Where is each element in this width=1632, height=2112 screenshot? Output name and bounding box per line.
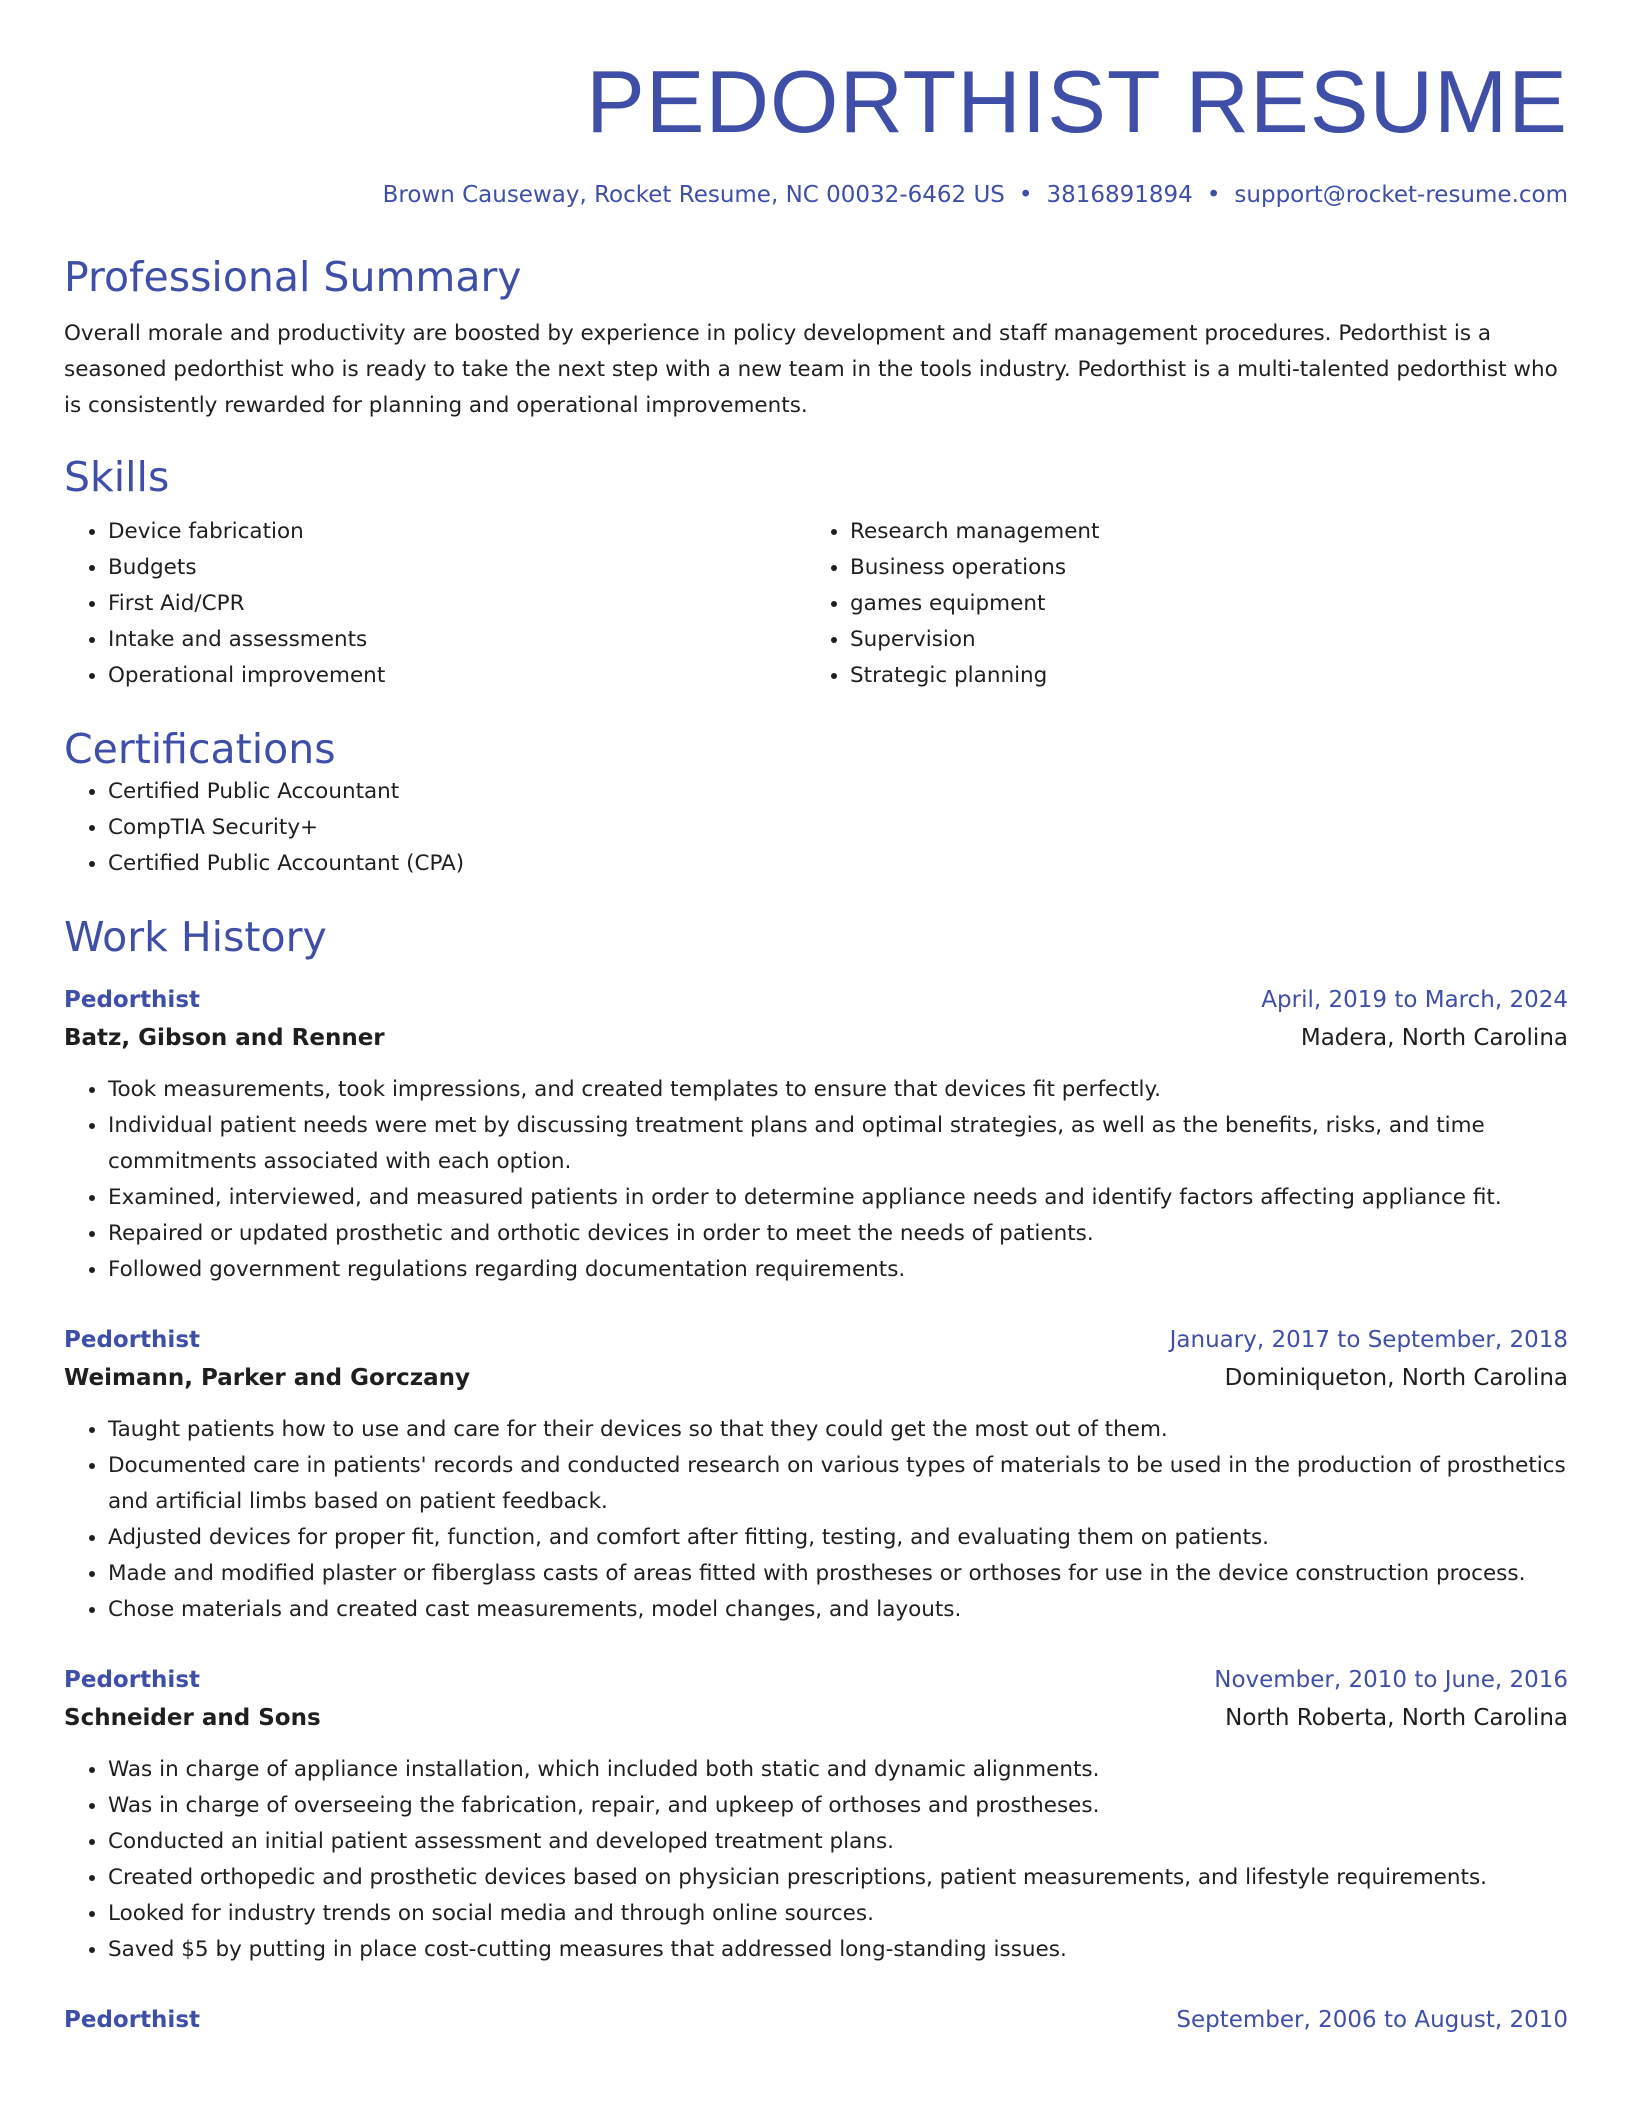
job-location: North Roberta, North Carolina <box>1225 1705 1568 1731</box>
skill-item: • Business operations <box>850 550 1548 586</box>
job-bullet: • Made and modified plaster or fiberglass casts of areas fitted with prostheses or orthoses for use in the device construction process. <box>108 1556 1568 1592</box>
skills-list-left <box>64 514 806 694</box>
work-history-heading: Work History <box>64 913 327 961</box>
job-title: Pedorthist <box>64 1327 201 1353</box>
resume-page <box>64 0 1568 2038</box>
job-company-row <box>64 1698 1568 1738</box>
skill-item: • First Aid/CPR <box>108 586 806 622</box>
skills-grid <box>64 514 1568 694</box>
contact-separator: • <box>1206 182 1221 208</box>
job-title: Pedorthist <box>64 1667 201 1693</box>
contact-line <box>64 180 1568 210</box>
job-bullet: • Conducted an initial patient assessment and developed treatment plans. <box>108 1824 1568 1860</box>
job-bullet: • Taught patients how to use and care for their devices so that they could get the most out of them. <box>108 1412 1568 1448</box>
job-bullet: • Individual patient needs were met by discussing treatment plans and optimal strategies, as well as the benefits, risks, and time commitments associated with each option. <box>108 1108 1568 1180</box>
certification-item: • CompTIA Security+ <box>108 810 1568 846</box>
job-title: Pedorthist <box>64 2007 201 2033</box>
contact-separator: • <box>1018 182 1033 208</box>
skills-column-right <box>806 514 1548 694</box>
skill-item: • Intake and assessments <box>108 622 806 658</box>
summary-text: Overall morale and productivity are boosted by experience in policy development and staff management procedures. Pedorthist is a seasoned pedorthist who is ready to take the next step with a new team in the tools industry. Pedorthist is a multi-talented pedorthist who is consistently rewarded for planning and operational improvements. <box>64 321 1558 418</box>
job-company: Weimann, Parker and Gorczany <box>64 1365 471 1391</box>
job-bullet: • Followed government regulations regarding documentation requirements. <box>108 1252 1568 1288</box>
job-header-row <box>64 982 1568 1018</box>
certification-item: • Certified Public Accountant <box>108 774 1568 810</box>
job-bullet: • Adjusted devices for proper fit, function, and comfort after fitting, testing, and evaluating them on patients. <box>108 1520 1568 1556</box>
job-bullet: • Repaired or updated prosthetic and orthotic devices in order to meet the needs of patients. <box>108 1216 1568 1252</box>
job-dates: April, 2019 to March, 2024 <box>1261 987 1568 1013</box>
job-company-row <box>64 1018 1568 1058</box>
job-entry <box>64 982 1568 1288</box>
skill-item: • Supervision <box>850 622 1548 658</box>
skill-item: • Operational improvement <box>108 658 806 694</box>
skills-list-right <box>806 514 1548 694</box>
contact-address: Brown Causeway, Rocket Resume, NC 00032-6462 US <box>382 182 1005 208</box>
job-bullet: • Created orthopedic and prosthetic devices based on physician prescriptions, patient measurements, and lifestyle requirements. <box>108 1860 1568 1896</box>
skill-item: • games equipment <box>850 586 1548 622</box>
job-bullets <box>64 1072 1568 1288</box>
job-company: Schneider and Sons <box>64 1705 321 1731</box>
job-location: Dominiqueton, North Carolina <box>1224 1365 1568 1391</box>
skills-column-left <box>64 514 806 694</box>
job-dates: November, 2010 to June, 2016 <box>1214 1667 1568 1693</box>
job-bullets <box>64 1752 1568 1968</box>
skill-item: • Device fabrication <box>108 514 806 550</box>
job-bullet: • Was in charge of overseeing the fabrication, repair, and upkeep of orthoses and prostheses. <box>108 1788 1568 1824</box>
job-entry <box>64 1322 1568 1628</box>
job-company-row <box>64 1358 1568 1398</box>
job-bullet: • Examined, interviewed, and measured patients in order to determine appliance needs and identify factors affecting appliance fit. <box>108 1180 1568 1216</box>
job-company: Batz, Gibson and Renner <box>64 1025 385 1051</box>
skill-item: • Strategic planning <box>850 658 1548 694</box>
job-bullet: • Took measurements, took impressions, and created templates to ensure that devices fit perfectly. <box>108 1072 1568 1108</box>
job-entry <box>64 1662 1568 1968</box>
job-bullet: • Documented care in patients' records and conducted research on various types of materials to be used in the production of prosthetics and artificial limbs based on patient feedback. <box>108 1448 1568 1520</box>
skill-item: • Research management <box>850 514 1548 550</box>
job-title: Pedorthist <box>64 987 201 1013</box>
job-bullet: • Looked for industry trends on social media and through online sources. <box>108 1896 1568 1932</box>
job-header-row <box>64 1662 1568 1698</box>
resume-title: PEDORTHIST RESUME <box>586 52 1568 151</box>
skills-heading: Skills <box>64 453 170 501</box>
job-header-row <box>64 1322 1568 1358</box>
contact-phone: 3816891894 <box>1046 182 1193 208</box>
contact-email[interactable]: support@rocket-resume.com <box>1234 182 1568 208</box>
job-header-row <box>64 2002 1568 2038</box>
certifications-heading: Certifications <box>64 725 336 773</box>
summary-heading: Professional Summary <box>64 253 522 301</box>
job-bullets <box>64 1412 1568 1628</box>
job-dates: September, 2006 to August, 2010 <box>1176 2007 1568 2033</box>
job-entry <box>64 2002 1568 2038</box>
skill-item: • Budgets <box>108 550 806 586</box>
job-bullet: • Saved $5 by putting in place cost-cutting measures that addressed long-standing issues. <box>108 1932 1568 1968</box>
job-dates: January, 2017 to September, 2018 <box>1169 1327 1568 1353</box>
certification-item: • Certified Public Accountant (CPA) <box>108 846 1568 882</box>
job-bullet: • Chose materials and created cast measurements, model changes, and layouts. <box>108 1592 1568 1628</box>
job-bullet: • Was in charge of appliance installation, which included both static and dynamic alignments. <box>108 1752 1568 1788</box>
job-location: Madera, North Carolina <box>1300 1025 1568 1051</box>
certifications-list <box>64 774 1568 882</box>
